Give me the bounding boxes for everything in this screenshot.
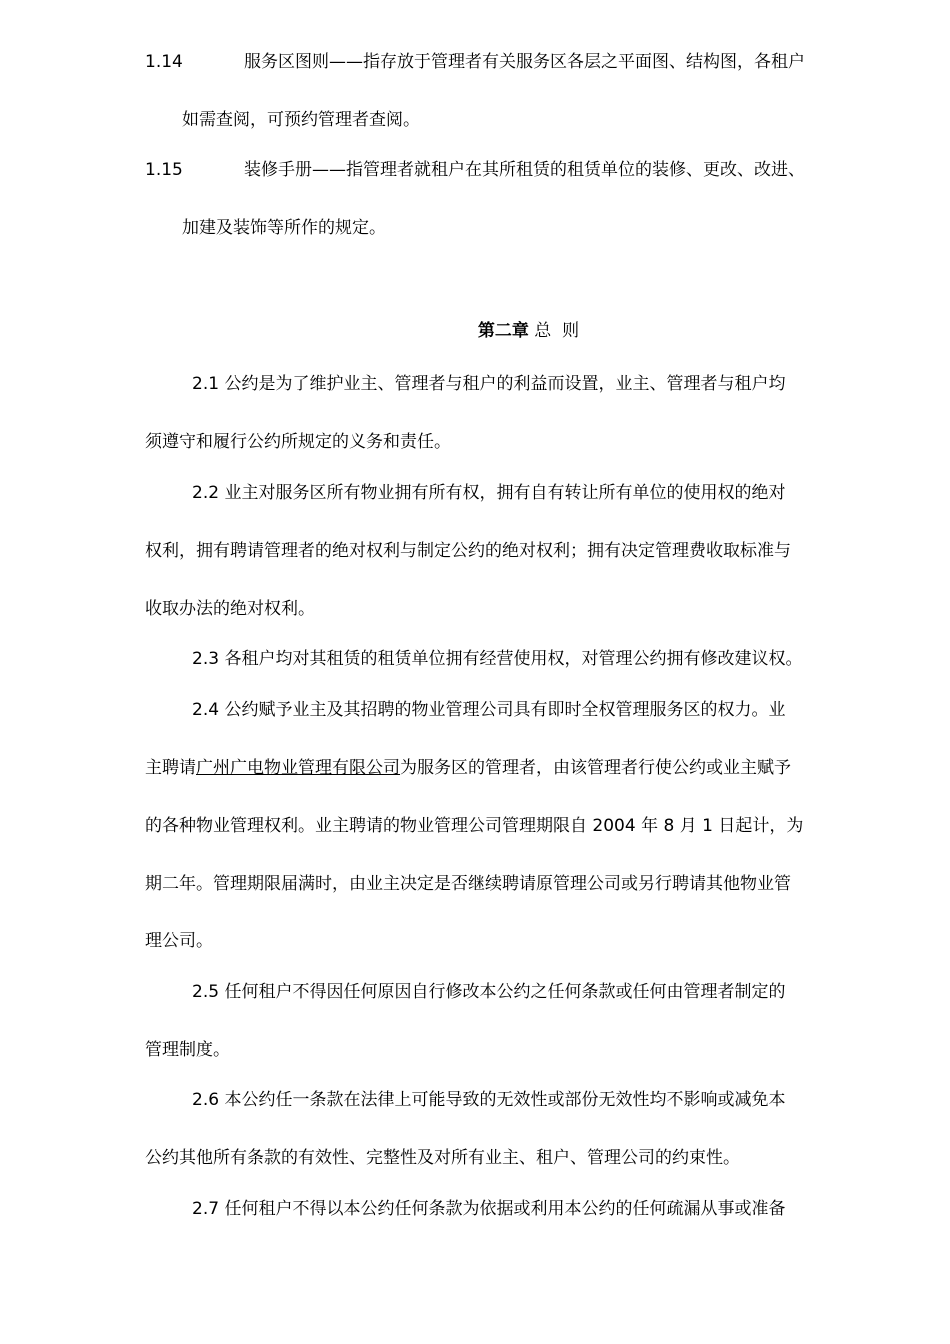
clause-text: 2.4 公约赋予业主及其招聘的物业管理公司具有即时全权管理服务区的权力。业 <box>192 700 786 720</box>
clause-text-segment: 主聘请 <box>145 758 196 778</box>
clause-text-segment: 为服务区的管理者，由该管理者行使公约或业主赋予 <box>400 758 791 778</box>
clause-text: 权利，拥有聘请管理者的绝对权利与制定公约的绝对权利；拥有决定管理费收取标准与 <box>145 541 791 561</box>
definition-number: 1.14 <box>145 52 183 72</box>
clause-text: 管理制度。 <box>145 1040 230 1060</box>
definition-number: 1.15 <box>145 160 183 180</box>
clause-text: 公约其他所有条款的有效性、完整性及对所有业主、租户、管理公司的约束性。 <box>145 1148 740 1168</box>
clause-text: 2.6 本公约任一条款在法律上可能导致的无效性或部份无效性均不影响或减免本 <box>192 1090 786 1110</box>
definition-text: 装修手册——指管理者就租户在其所租赁的租赁单位的装修、更改、改进、 <box>244 160 805 180</box>
definition-text: 服务区图则——指存放于管理者有关服务区各层之平面图、结构图，各租户 <box>244 52 805 72</box>
clause-text: 2.3 各租户均对其租赁的租赁单位拥有经营使用权，对管理公约拥有修改建议权。 <box>192 649 803 669</box>
clause-text: 2.1 公约是为了维护业主、管理者与租户的利益而设置，业主、管理者与租户均 <box>192 374 786 394</box>
definition-text-continued: 如需查阅，可预约管理者查阅。 <box>182 110 420 130</box>
clause-text <box>145 756 791 780</box>
clause-text: 2.2 业主对服务区所有物业拥有所有权，拥有自有转让所有单位的使用权的绝对 <box>192 483 786 503</box>
clause-text: 2.5 任何租户不得因任何原因自行修改本公约之任何条款或任何由管理者制定的 <box>192 982 786 1002</box>
chapter-title: 总 则 <box>528 321 580 341</box>
chapter-heading <box>0 319 950 343</box>
clause-text: 期二年。管理期限届满时，由业主决定是否继续聘请原管理公司或另行聘请其他物业管 <box>145 874 791 894</box>
clause-text: 收取办法的绝对权利。 <box>145 599 315 619</box>
clause-text: 的各种物业管理权利。业主聘请的物业管理公司管理期限自 2004 年 8 月 1 日起计，为 <box>145 816 804 836</box>
clause-text: 须遵守和履行公约所规定的义务和责任。 <box>145 432 451 452</box>
chapter-number: 第二章 <box>477 321 529 341</box>
clause-text: 理公司。 <box>145 931 213 951</box>
definition-text-continued: 加建及装饰等所作的规定。 <box>182 218 386 238</box>
clause-text: 2.7 任何租户不得以本公约任何条款为依据或利用本公约的任何疏漏从事或准备 <box>192 1199 786 1219</box>
company-name-underlined: 广州广电物业管理有限公司 <box>196 758 400 778</box>
